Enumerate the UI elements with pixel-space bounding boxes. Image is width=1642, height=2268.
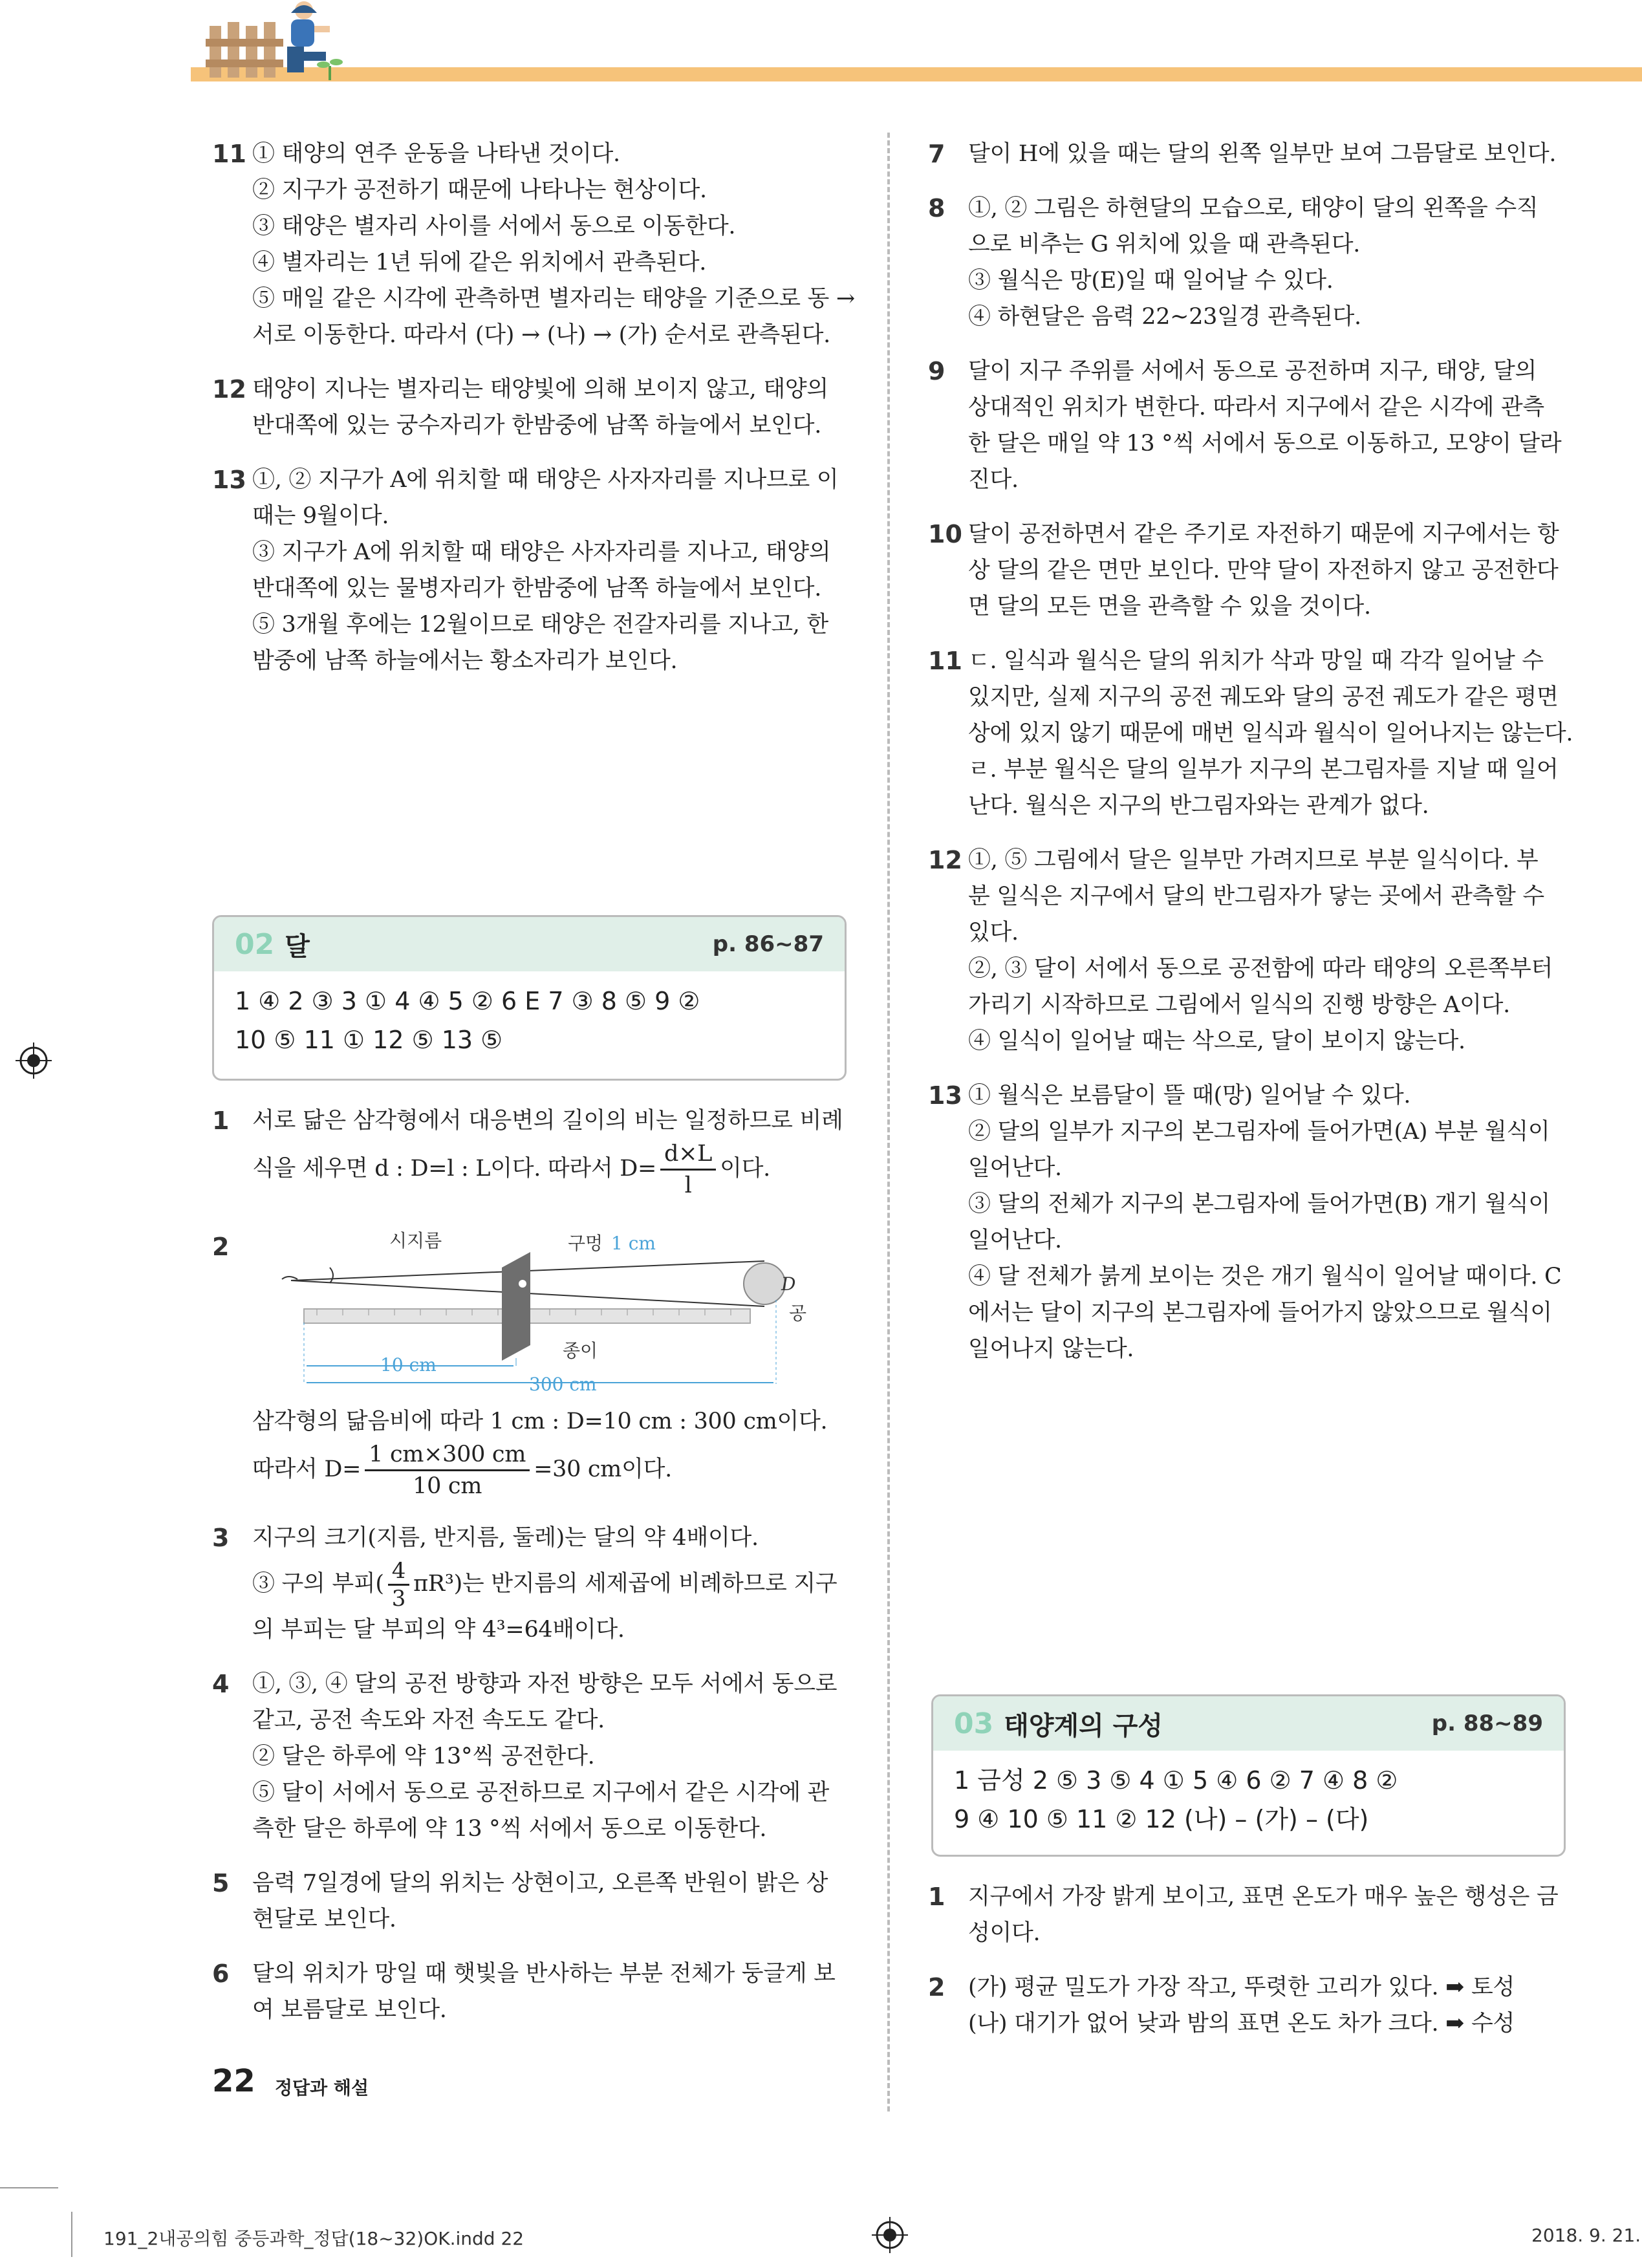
- label-hole-size: 1 cm: [611, 1233, 656, 1254]
- text-line: ②, ③ 달이 서에서 동으로 공전함에 따라 태양의 오른쪽부터: [968, 956, 1553, 982]
- text-line: 지구의 크기(지름, 반지름, 둘레)는 달의 약 4배이다.: [252, 1525, 759, 1551]
- text-segment: 이다.: [720, 1156, 770, 1182]
- text-line: 일어난다.: [968, 1227, 1062, 1253]
- fraction-denominator: l: [684, 1172, 692, 1198]
- item-number: 11: [212, 140, 246, 168]
- text-line: 면 달의 모든 면을 관측할 수 있을 것이다.: [968, 594, 1371, 620]
- section-pages: p. 88~89: [1431, 1711, 1543, 1736]
- label-10cm: 10 cm: [380, 1354, 437, 1376]
- text-line: 서로 이동한다. 따라서 (다) → (나) → (가) 순서로 관측된다.: [252, 322, 830, 348]
- answer-item-13: [212, 462, 872, 679]
- left-column: [212, 136, 872, 697]
- sprout-icon: [316, 54, 345, 80]
- print-date: 2018. 9. 21.: [1531, 2225, 1641, 2246]
- answer-item-3: [212, 1520, 872, 1648]
- registration-mark-icon: [872, 2217, 908, 2253]
- item-number: 10: [928, 520, 962, 548]
- formula-line: [252, 1556, 872, 1612]
- answer-item-13: [928, 1077, 1588, 1367]
- answer-item-12: [928, 842, 1588, 1059]
- text-line: ③ 달의 전체가 지구의 본그림자에 들어가면(B) 개기 월식이: [968, 1191, 1550, 1217]
- answer-item-12: [212, 371, 872, 444]
- text-line: ④ 달 전체가 붉게 보이는 것은 개기 월식이 일어날 때이다. C: [968, 1264, 1562, 1290]
- text-line: 일어나지 않는다.: [968, 1336, 1134, 1362]
- answer-item-11: [928, 643, 1588, 824]
- section-03-items: [928, 1879, 1588, 2060]
- section-title: 태양계의 구성: [1004, 1711, 1163, 1741]
- text-line: 달이 H에 있을 때는 달의 왼쪽 일부만 보여 그믐달로 보인다.: [968, 141, 1557, 167]
- text-line: ③ 지구가 A에 위치할 때 태양은 사자자리를 지나고, 태양의: [252, 539, 831, 565]
- text-line: 지구에서 가장 밝게 보이고, 표면 온도가 매우 높은 행성은 금: [968, 1884, 1559, 1910]
- text-line: 같고, 공전 속도와 자전 속도도 같다.: [252, 1707, 605, 1733]
- label-300cm: 300 cm: [529, 1374, 597, 1395]
- text-line: 밤중에 남쪽 하늘에서는 황소자리가 보인다.: [252, 648, 678, 674]
- text-line: ㄹ. 부분 월식은 달의 일부가 지구의 본그림자를 지날 때 일어: [968, 757, 1559, 783]
- section-header: [933, 1696, 1564, 1751]
- text-line: 삼각형의 닮음비에 따라 1 cm : D=10 cm : 300 cm이다.: [252, 1409, 828, 1434]
- item-number: 2: [212, 1233, 230, 1261]
- text-line: ② 달은 하루에 약 13°씩 공전한다.: [252, 1744, 595, 1769]
- text-line: 음력 7일경에 달의 위치는 상현이고, 오른쪽 반원이 밝은 상: [252, 1870, 828, 1896]
- section-03-answer-box: [931, 1694, 1566, 1857]
- text-line: 으로 비추는 G 위치에 있을 때 관측된다.: [968, 232, 1361, 257]
- text-line: ② 달의 일부가 지구의 본그림자에 들어가면(A) 부분 월식이: [968, 1119, 1550, 1145]
- item-number: 12: [928, 846, 962, 874]
- item-number: 2: [928, 1973, 945, 2002]
- text-line: ④ 하현달은 음력 22~23일경 관측된다.: [968, 304, 1361, 330]
- text-segment: 식을 세우면 d : D=l : L이다. 따라서 D=: [252, 1156, 657, 1182]
- section-02-items: [212, 1103, 872, 1218]
- item-number: 6: [212, 1960, 230, 1988]
- formula-line: [252, 1139, 872, 1200]
- section-number: 03: [954, 1707, 994, 1740]
- text-line: ①, ⑤ 그림에서 달은 일부만 가려지므로 부분 일식이다. 부: [968, 847, 1539, 873]
- item-number: 1: [212, 1107, 230, 1135]
- label-ball-diameter: D: [781, 1273, 796, 1295]
- answer-item-8: [928, 190, 1588, 335]
- item-number: 7: [928, 140, 945, 168]
- text-line: 있다.: [968, 920, 1019, 945]
- registration-mark-icon: [16, 1042, 52, 1079]
- item-number: 13: [928, 1081, 962, 1110]
- pinhole-diagram: [278, 1229, 821, 1397]
- text-line: 달이 공전하면서 같은 주기로 자전하기 때문에 지구에서는 항: [968, 521, 1559, 547]
- answer-item-2: [928, 1969, 1588, 2042]
- text-line: ①, ② 지구가 A에 위치할 때 태양은 사자자리를 지나므로 이: [252, 467, 839, 493]
- text-line: 의 부피는 달 부피의 약 4³=64배이다.: [252, 1617, 625, 1643]
- text-line: ③ 월식은 망(E)일 때 일어날 수 있다.: [968, 268, 1334, 294]
- fraction-denominator: 10 cm: [413, 1473, 482, 1499]
- label-sight-diameter: 시지름: [389, 1230, 442, 1251]
- fraction: [660, 1139, 716, 1200]
- item-number: 12: [212, 375, 246, 404]
- text-line: 진다.: [968, 467, 1019, 493]
- header-bar: [191, 67, 1642, 81]
- text-line: 달이 지구 주위를 서에서 동으로 공전하며 지구, 태양, 달의: [968, 358, 1537, 384]
- fraction-numerator: 4: [388, 1558, 409, 1586]
- text-line: 한 달은 매일 약 13 °씩 서에서 동으로 이동하고, 모양이 달라: [968, 431, 1562, 457]
- item-number: 1: [928, 1883, 945, 1911]
- label-ball: 공: [789, 1302, 807, 1324]
- footer-label: 정답과 해설: [275, 2077, 369, 2099]
- section-title: 달: [285, 931, 310, 962]
- text-line: ①, ③, ④ 달의 공전 방향과 자전 방향은 모두 서에서 동으로: [252, 1671, 837, 1697]
- crop-mark: [71, 2212, 72, 2257]
- item-number: 4: [212, 1670, 230, 1698]
- item-number: 3: [212, 1524, 230, 1552]
- text-line: 반대쪽에 있는 궁수자리가 한밤중에 남쪽 하늘에서 보인다.: [252, 413, 822, 438]
- page-number: 22: [212, 2063, 255, 2099]
- formula-line: [252, 1440, 872, 1501]
- text-line: ⑤ 3개월 후에는 12월이므로 태양은 전갈자리를 지나고, 한: [252, 612, 828, 638]
- text-line: ③ 태양은 별자리 사이를 서에서 동으로 이동한다.: [252, 213, 736, 239]
- print-file-info: 191_2내공의힘 중등과학_정답(18~32)OK.indd 22: [103, 2228, 524, 2249]
- text-line: ② 지구가 공전하기 때문에 나타나는 현상이다.: [252, 177, 707, 203]
- answer-key-line: 1 ④ 2 ③ 3 ① 4 ④ 5 ② 6 E 7 ③ 8 ⑤ 9 ②: [235, 987, 700, 1015]
- section-number: 02: [235, 927, 275, 961]
- fraction-numerator: 1 cm×300 cm: [365, 1440, 530, 1471]
- text-line: ④ 일식이 일어날 때는 삭으로, 달이 보이지 않는다.: [968, 1028, 1465, 1054]
- text-segment: ③ 구의 부피(: [252, 1571, 384, 1597]
- answer-item-7: [928, 136, 1588, 172]
- text-line: 분 일식은 지구에서 달의 반그림자가 닿는 곳에서 관측할 수: [968, 883, 1544, 909]
- text-line: ① 월식은 보름달이 뜰 때(망) 일어날 수 있다.: [968, 1083, 1411, 1108]
- answer-item-10: [928, 516, 1588, 625]
- text-line: ① 태양의 연주 운동을 나타낸 것이다.: [252, 141, 620, 167]
- text-segment: πR³)는 반지름의 세제곱에 비례하므로 지구: [413, 1571, 837, 1597]
- answer-item-9: [928, 353, 1588, 498]
- column-divider: [887, 133, 890, 2111]
- item-number: 8: [928, 194, 945, 222]
- text-line: 현달로 보인다.: [252, 1906, 396, 1932]
- section-02-items-continued: [212, 1520, 872, 2046]
- text-line: ④ 별자리는 1년 뒤에 같은 위치에서 관측된다.: [252, 250, 707, 275]
- text-line: 반대쪽에 있는 물병자리가 한밤중에 남쪽 하늘에서 보인다.: [252, 576, 822, 601]
- answer-item-6: [212, 1956, 872, 2028]
- item-number: 13: [212, 466, 246, 494]
- text-line: (가) 평균 밀도가 가장 작고, 뚜렷한 고리가 있다. ➡ 토성: [968, 1974, 1515, 2000]
- section-02-answer-box: [212, 915, 847, 1081]
- answer-item-5: [212, 1865, 872, 1938]
- text-line: ⑤ 달이 서에서 동으로 공전하므로 지구에서 같은 시각에 관: [252, 1780, 830, 1806]
- text-line: 서로 닮은 삼각형에서 대응변의 길이의 비는 일정하므로 비례: [252, 1108, 843, 1134]
- fraction: [388, 1558, 409, 1612]
- text-line: 있지만, 실제 지구의 공전 궤도와 달의 공전 궤도가 같은 평면: [968, 684, 1559, 710]
- text-line: 태양이 지나는 별자리는 태양빛에 의해 보이지 않고, 태양의: [252, 376, 828, 402]
- item-number: 5: [212, 1869, 230, 1897]
- text-line: 상 달의 같은 면만 보인다. 만약 달이 자전하지 않고 공전한다: [968, 557, 1559, 583]
- answer-key-line: 10 ⑤ 11 ① 12 ⑤ 13 ⑤: [235, 1026, 503, 1054]
- text-segment: =30 cm이다.: [534, 1456, 672, 1482]
- text-line: ㄷ. 일식과 월식은 달의 위치가 삭과 망일 때 각각 일어날 수: [968, 648, 1544, 674]
- label-hole: 구멍: [568, 1233, 603, 1254]
- answer-item-4: [212, 1666, 872, 1847]
- answer-key-line: 1 금성 2 ⑤ 3 ⑤ 4 ① 5 ④ 6 ② 7 ④ 8 ②: [954, 1766, 1398, 1795]
- fraction-numerator: d×L: [660, 1139, 716, 1171]
- answer-item-11: [212, 136, 872, 353]
- text-line: 때는 9월이다.: [252, 503, 389, 529]
- text-line: ⑤ 매일 같은 시각에 관측하면 별자리는 태양을 기준으로 동 →: [252, 286, 855, 312]
- section-pages: p. 86~87: [712, 931, 824, 957]
- text-line: 상에 있지 않기 때문에 매번 일식과 월식이 일어나지는 않는다.: [968, 720, 1573, 746]
- text-line: 난다. 월식은 지구의 반그림자와는 관계가 없다.: [968, 793, 1429, 819]
- text-line: ①, ② 그림은 하현달의 모습으로, 태양이 달의 왼쪽을 수직: [968, 195, 1539, 221]
- fraction: [365, 1440, 530, 1501]
- right-column: [928, 136, 1588, 1385]
- text-line: 측한 달은 하루에 약 13 °씩 서에서 동으로 이동한다.: [252, 1816, 767, 1842]
- text-segment: 따라서 D=: [252, 1456, 362, 1482]
- text-line: 성이다.: [968, 1920, 1041, 1946]
- text-line: 가리기 시작하므로 그림에서 일식의 진행 방향은 A이다.: [968, 992, 1510, 1018]
- fraction-denominator: 3: [391, 1586, 406, 1612]
- item-number: 11: [928, 647, 962, 675]
- item-2-text: [212, 1403, 872, 1501]
- crop-mark: [0, 2187, 58, 2188]
- text-line: (나) 대기가 없어 낮과 밤의 표면 온도 차가 크다. ➡ 수성: [968, 2011, 1515, 2036]
- label-paper: 종이: [563, 1340, 598, 1361]
- text-line: 여 보름달로 보인다.: [252, 1997, 447, 2023]
- item-number: 9: [928, 357, 945, 385]
- text-line: 달의 위치가 망일 때 햇빛을 반사하는 부분 전체가 둥글게 보: [252, 1961, 836, 1987]
- text-line: 에서는 달이 지구의 본그림자에 들어가지 않았으므로 월식이: [968, 1300, 1552, 1326]
- section-header: [214, 917, 845, 971]
- answer-item-1: [928, 1879, 1588, 1951]
- answer-key-line: 9 ④ 10 ⑤ 11 ② 12 (나) – (가) – (다): [954, 1805, 1369, 1833]
- text-line: 일어난다.: [968, 1155, 1062, 1181]
- answer-item-1: [212, 1103, 872, 1200]
- text-line: 상대적인 위치가 변한다. 따라서 지구에서 같은 시각에 관측: [968, 394, 1544, 420]
